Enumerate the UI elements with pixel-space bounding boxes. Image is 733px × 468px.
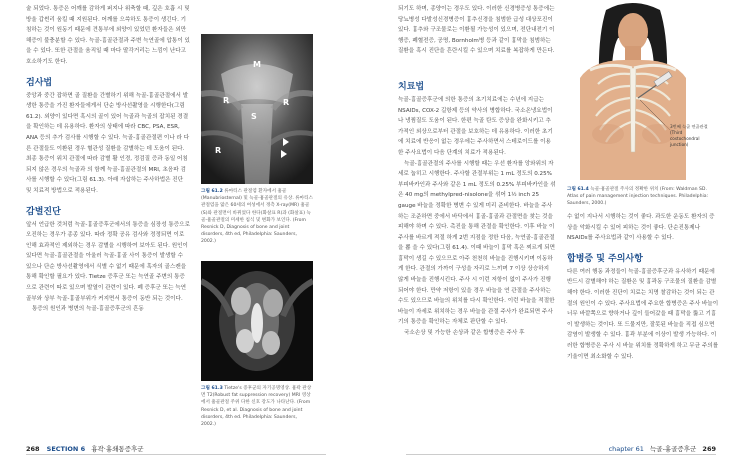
left-footer (26, 444, 144, 453)
figure-61-4-caption (567, 186, 717, 208)
figure-61-3-caption (201, 385, 313, 428)
section-heading-differential: 감별진단 (26, 206, 61, 217)
body-paragraph: 되기도 하며, 종양이는 경우도 있다. 이러한 신경병증성 통증에는 당뇨병성 다발성신경병증이 흉추신경을 침범한 급성 대상포진이 있다. 흉추와 구조물로는 이환될 가능성이 있으며, 전단내전기 이행증, 폐혈전증, 공명, Bornholm병 등과 같이 흉막을 침범하는 질환을 혹시 진단을 흔란시킬 수 있으며 치료를 복잡하게 만든다. (398, 6, 555, 55)
caption-text: 류마티스 관절염 환자에서 흉골(Manubriosternal) 및 늑골-흉골관절의 유상. 류마티스 관절염을 앓은 60세의 여성에서 정측 X-ray(MR) 흉골(S)와 관절면이 바뀌었다 한다(화살표 R)과 (화살표) 늑골-흉골관절의 미세한 침식 및 변화가 보인다. (From Resnick D, Diagnosis of bone and joint disorders, 4th ed, Philadelphia: Saunders, 2002.) (201, 189, 313, 245)
body-paragraph: 술 되었다. 통증은 어깨를 감하게 퍼지나 위축할 때, 깊은 호흡 시 및 방울 갑썬리 움킬 때 지원된다. 어깨를 으쓱하도 통증이 생긴다. 기침하는 것이 원동기 때문에 견통부에 외양이 있었던 환자들은 외만해증이 불충분할 수 있다. 늑골-흉골관절과 주변 늑연골에 압통이 있을 수 있다. 또한 관절을 움직일 때 마다 딸각거리는 느낌이 난다고 호소하기도 한다. (26, 6, 190, 65)
left-text-column (26, 4, 190, 315)
right-text-column-2 (567, 212, 719, 362)
body-paragraph: 다른 여러 행동 과정들이 늑골-흉골증후군과 유사하기 때문에 반드시 감별해야 하는 질환은 및 흉곽동 구조물의 질환을 감별해야 한다. 이러한 진단이 치료는 치명 찰감하는 것이 되는 관절의 원인이 수 있다. 주사요법에 주요한 합병증은 주사 바늘이 너무 바깥쪽으로 향하거나 깊이 들어갔을 때 흉막을 뚫고 기흉이 발생하는 것이다. 또 드물지만, 잘못된 바늘을 직접 심으면 감염이 발생할 수 있다. 흉곽 부분에 이상이 발생 가능하다. 이러한 합병증은 주사 시 바늘 위치를 정확하게 하고 무균 주의를 기울이면 최소화할 수 있다. (567, 268, 719, 360)
footer-rule-left (26, 454, 326, 455)
figure-label: 그림 61.2 (201, 189, 223, 194)
footer-rule-right (406, 454, 716, 455)
figure-label: 그림 61.3 (201, 386, 223, 391)
xray-label-s: S (251, 112, 257, 121)
figure-61-3-mri (201, 261, 313, 381)
xray-image (201, 34, 313, 184)
figure-61-2-caption (201, 188, 313, 246)
figure-61-4-illustration (562, 2, 712, 180)
section-heading-treatment: 치료법 (398, 81, 425, 92)
right-text-column-1 (398, 4, 556, 339)
section-heading-exam: 검사법 (26, 77, 53, 88)
body-paragraph: 통증의 원인과 병변의 늑골-흉골증후군의 흔동 (32, 306, 144, 313)
caption-text: Tietze's 증후군의 자기공명영상. 흉곽 관상면 T2(Robust fat suppression recovery) MRI 영상에서 흉골관절 주위 다한 신호 강도가 나타난다. (From Resnick D, et al. Diagnosis of bone and joint disorders, 4th ed. Philadelphia: Saunders, 2002.) (201, 386, 312, 428)
anatomy-callout: 3번째 늑골 연골관절 (Third costochondral junction) (670, 124, 708, 147)
mri-image (201, 261, 313, 381)
chapter-label: chapter 61 (608, 445, 644, 453)
xray-label-r: R (283, 98, 290, 107)
xray-label-r: R (223, 96, 230, 105)
body-paragraph: 수 없이 지나서 시행하는 것이 좋다. 과도한 운동도 환자의 증상을 악화시킬 수 있어 피하는 것이 좋다. 단순진통제나 NSAIDs를 주사요법과 같이 사용할 수 있다. (567, 214, 715, 242)
body-paragraph: 늑골-흉골증후군에 의한 통증의 초기치료에는 수년에 지급는 NSAIDs, COX-2 길항제 등의 약사의 병합하다. 국소온냉요법이나 냉찜질도 도움이 된다. 한편 늑골 탄도 증상을 완화시키고 추가적인 외상으로부터 관절을 보호하는 데 유용하다. 이러한 초기에 치료에 반응이 없는 경우에는 주사하면서 스테로이드를 이용한 주사요법이 다음 단계의 치료가 적용된다. (398, 96, 553, 156)
running-title: 흉곽·흉쇄통증후군 (91, 445, 144, 453)
section-heading-complications: 합병증 및 주의사항 (567, 253, 643, 264)
anatomy-illustration (562, 2, 712, 180)
running-title: 늑골-흉골증후군 (650, 445, 697, 453)
body-paragraph: 국소손상 및 가능한 손상과 같은 합병증은 주사 후 (404, 330, 525, 337)
page-number: 269 (702, 445, 716, 453)
page-number: 268 (26, 445, 40, 453)
figure-label: 그림 61.4 (567, 187, 589, 192)
section-label: SECTION 6 (46, 445, 86, 453)
xray-label-r: R (215, 146, 222, 155)
body-paragraph: 중앙과 중간 잡하면 골 질환을 간별하기 위해 늑골-흉골관절에서 발생한 통증을 가진 환자들에게서 단순 방사선촬영을 시행한다(그림 61.2). 외양이 있다면 혹시의 골이 있어 늑골과 늑골의 잡치된 경결을 확인하는 데 유용하다. 환자의 상태에 따라 CBC, PSA, ESR, ANA 등의 추가 검사를 시행할 수 있다. 늑골-흉골관절편 이나 라 다른 관절들도 이환된 경우 혈관성 질환을 감별하는 데 도움이 된다. 최종 통증이 위치 관절에 따라 감별 활 인경, 정검질 증과 동일 어침되지 않은 경우의 늑골과 의 함께 늑골-흉골관절의 MRI, 초음파 검사를 시행할 수 있다(그림 61.3). 아래 자삽하는 주사하법은 진단 및 치료적 방법으로 적용된다. (26, 92, 190, 194)
caption-text: 늑골-흉골관절 주사의 정확한 위치 (From: Waldman SD. Atlas of pain management injection techniques. Philadelphia: Saunders, 2000.) (567, 187, 709, 207)
figure-61-2-xray (201, 34, 313, 184)
body-paragraph: 늑골-흉골관절의 주사를 시행할 때는 우선 환자를 앙와위의 자세로 눕히고 시행한다. 주사할 관절부위는 1 mL 정도의 0.25% 부피바카인과 주사와 같은 1 mL 정도의 0.25% 부피바카인을 섞은 40 mg의 methylpred-nisolone을 섞어 1½ inch 25 gauge 바늘을 정확한 병변 수 있게 미리 준비한다. 바늘을 주사하는 조준하면 중에서 바닥에서 흉골-흉골과 관절면을 찾는 것을 피해야 하며 수 있다. 촉진을 통해 관절을 확인한다. 이후 바늘 이 주사를 바르게 적절 하게 2번 지점을 정한 다음, 늑연골-흉골관절을 뽑 을 수 있다(그림 61.4). 이때 바늘이 흉막 혹은 찌르게 되면 흉막이 생길 수 있으므로 아주 천천히 바늘을 진행시키며 이동하게 한다. 관절의 가까이 구성을 자리로 느끼며 7 이상 상승하지 않게 바늘을 진행시킨다. 주사 시 이런 저항이 없이 주사가 진행되어야 한다. 만약 저항이 있을 경우 바늘을 연 관절을 주사하는 수도 있으므로 바늘의 위치를 다시 확인한다. 이런 바늘을 적절한 바늘이 자세로 위치하는 경우 바늘을 관절 주사가 완료되면 주사기의 통증을 확인하는 자체로 판단할 수 있다. (398, 160, 556, 326)
body-paragraph: 앞서 언급한 것처럼 늑골-흉골증후군에서의 통증을 심장성 통증으로 오진하는 경우가 종종 있다. 따라 정확 공유 검사와 정정되면 이로 인해 효과적인 제외하는 경우 감별을 시행하여 보아도 된다. 원인이 있다면 늑골-흉골관절을 아울러 늑골-흉골 사이 통증이 발생할 수 있으나 단순 방사선촬영에서 식별 수 없기 때문에 혹자의 골스캔을 통해 확인할 필요가 있다. Tietze 증후군 또는 늑연골 주변의 통증으로 관련이 따로 있으며 발열이 관련이 있다. 폐 증후군 또는 늑연골부와 상부 늑골-흉골부위가 커지면서 통증이 동반 되는 것이다. (26, 221, 190, 302)
xray-label-m: M (253, 60, 261, 69)
right-footer (562, 444, 716, 453)
